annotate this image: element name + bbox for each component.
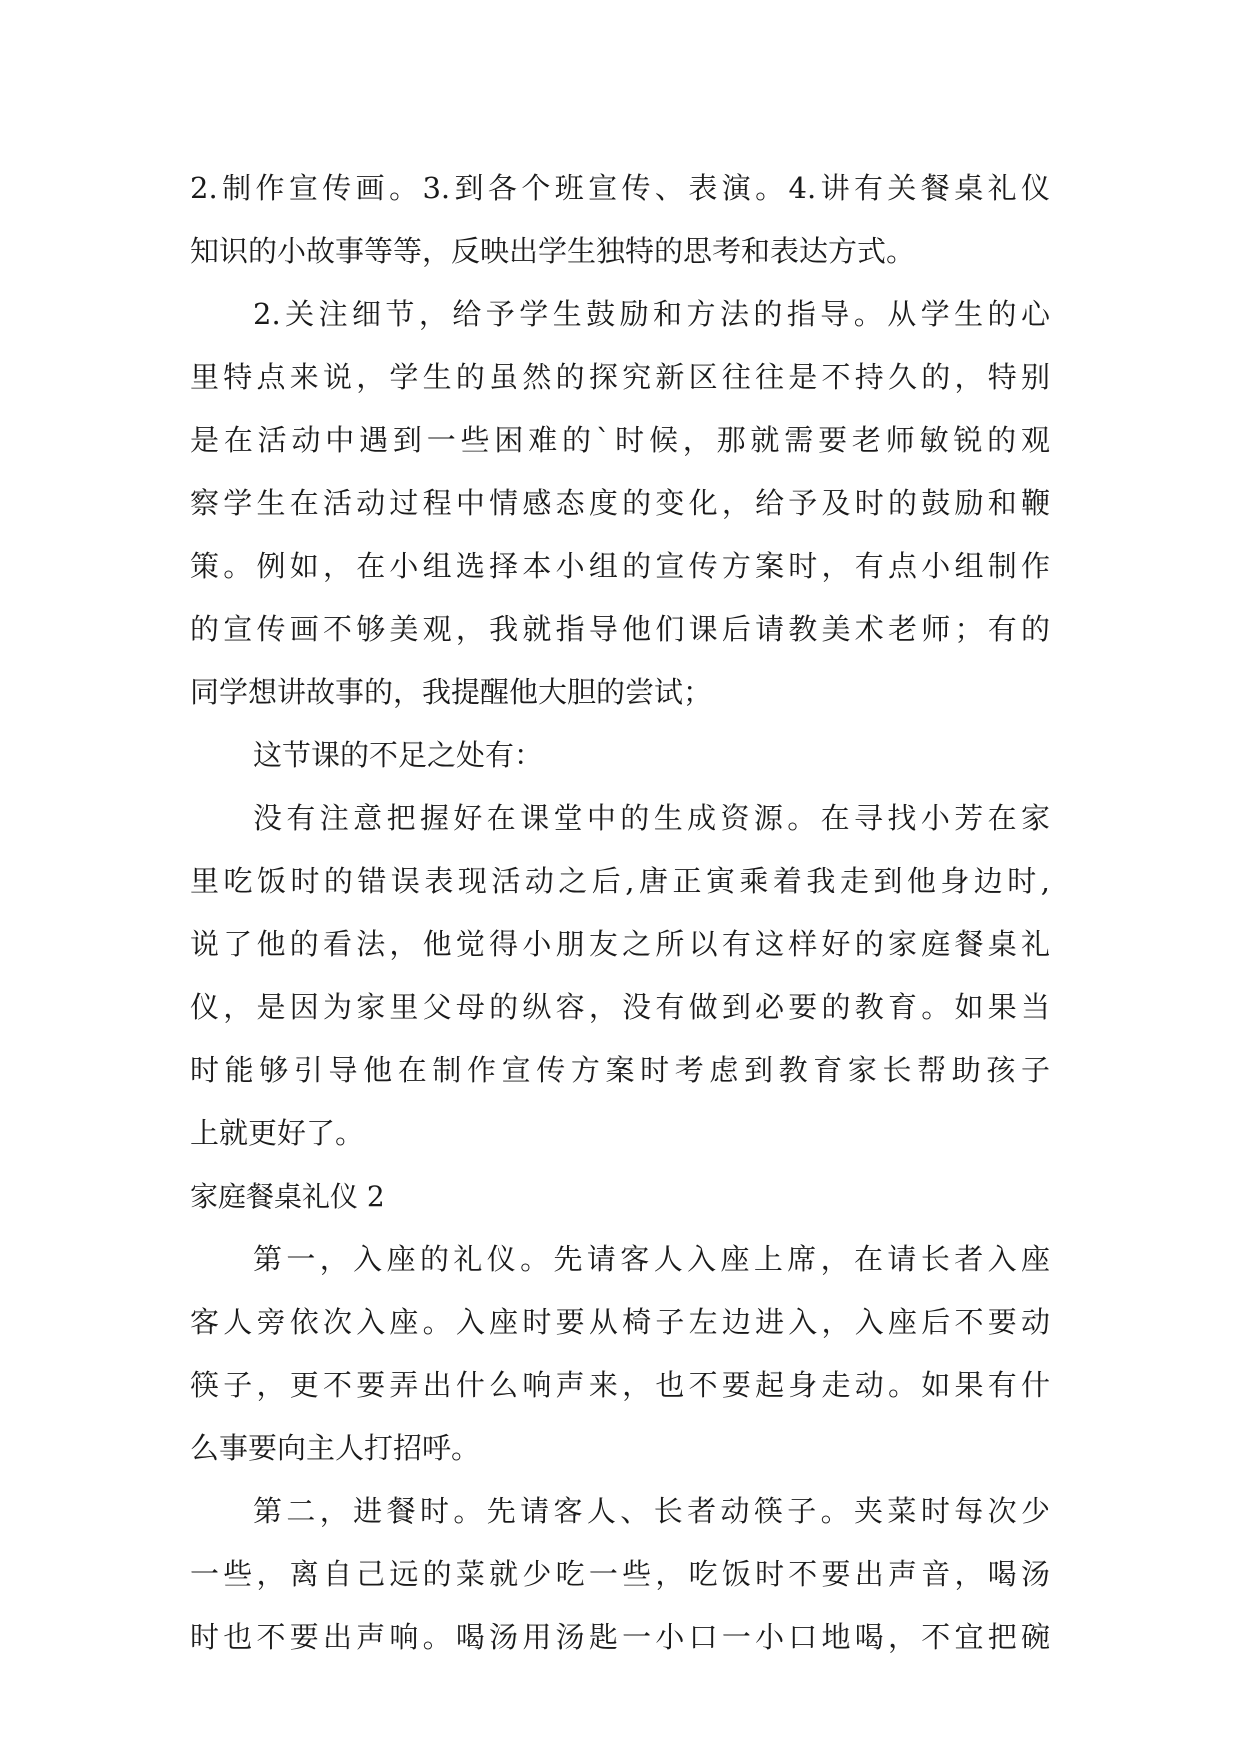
paragraph	[190, 1480, 1050, 1669]
text-line: 策。例如，在小组选择本小组的宣传方案时，有点小组制作	[190, 549, 1050, 583]
text-line: 上就更好了。	[190, 1116, 365, 1150]
text-line: 说了他的看法，他觉得小朋友之所以有这样好的家庭餐桌礼	[190, 927, 1050, 961]
section-heading: 家庭餐桌礼仪 2	[190, 1180, 385, 1213]
paragraph	[190, 1228, 1050, 1480]
paragraph	[190, 787, 1050, 1165]
text-line: 么事要向主人打招呼。	[190, 1431, 481, 1465]
document-page	[190, 157, 1050, 1669]
text-line: 筷子，更不要弄出什么响声来，也不要起身走动。如果有什	[190, 1368, 1050, 1402]
text-line: 知识的小故事等等，反映出学生独特的思考和表达方式。	[190, 234, 916, 268]
text-line: 2.制作宣传画。3.到各个班宣传、表演。4.讲有关餐桌礼仪	[190, 171, 1050, 205]
text-line: 的宣传画不够美观，我就指导他们课后请教美术老师；有的	[190, 612, 1050, 646]
text-line: 是在活动中遇到一些困难的`时候，那就需要老师敏锐的观	[190, 423, 1050, 457]
text-line: 时也不要出声响。喝汤用汤匙一小口一小口地喝，不宜把碗	[190, 1620, 1050, 1654]
text-line: 察学生在活动过程中情感态度的变化，给予及时的鼓励和鞭	[190, 486, 1050, 520]
text-line: 2.关注细节，给予学生鼓励和方法的指导。从学生的心	[253, 297, 1050, 331]
text-line: 里吃饭时的错误表现活动之后,唐正寅乘着我走到他身边时,	[190, 864, 1050, 898]
text-line: 客人旁依次入座。入座时要从椅子左边进入，入座后不要动	[190, 1305, 1050, 1339]
text-line: 这节课的不足之处有：	[253, 738, 544, 772]
text-line: 仪，是因为家里父母的纵容，没有做到必要的教育。如果当	[190, 990, 1050, 1024]
text-line: 时能够引导他在制作宣传方案时考虑到教育家长帮助孩子	[190, 1053, 1050, 1087]
text-line: 一些，离自己远的菜就少吃一些，吃饭时不要出声音，喝汤	[190, 1557, 1050, 1591]
text-line: 没有注意把握好在课堂中的生成资源。在寻找小芳在家	[253, 801, 1050, 835]
text-line: 同学想讲故事的，我提醒他大胆的尝试；	[190, 675, 713, 709]
paragraph	[190, 724, 1050, 787]
text-line: 第一，入座的礼仪。先请客人入座上席，在请长者入座	[253, 1242, 1050, 1276]
text-line: 第二，进餐时。先请客人、长者动筷子。夹菜时每次少	[253, 1494, 1050, 1528]
paragraph	[190, 283, 1050, 724]
text-line: 里特点来说，学生的虽然的探究新区往往是不持久的，特别	[190, 360, 1050, 394]
paragraph	[190, 157, 1050, 283]
